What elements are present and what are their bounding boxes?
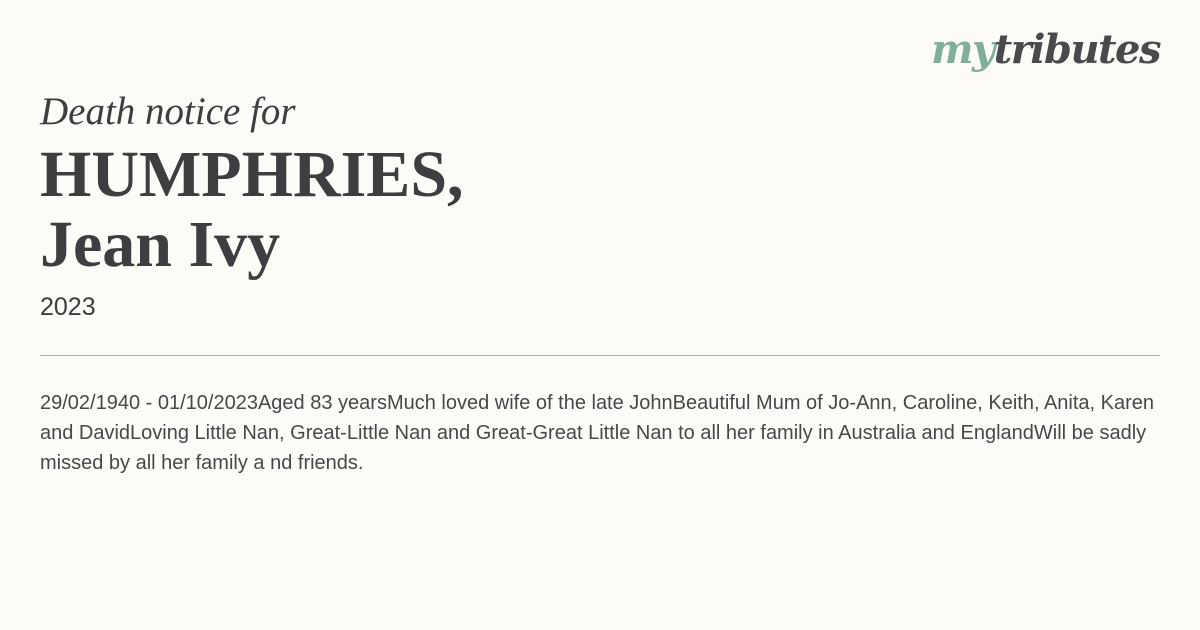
notice-text: 29/02/1940 - 01/10/2023Aged 83 yearsMuch loved wife of the late JohnBeautiful Mum of Jo-Ann, Caroline, Keith, Anita, Karen and DavidLoving Little Nan, Great-Little Nan and Great-Great Little Nan to all her family in Australia and EnglandWill be sadly missed by all her family a nd friends. <box>40 392 1155 474</box>
divider <box>40 355 1160 356</box>
deceased-name <box>40 140 464 280</box>
logo-prefix: my <box>931 26 994 73</box>
mytributes-logo[interactable] <box>931 26 1160 73</box>
notice-year: 2023 <box>40 293 96 321</box>
logo-suffix: tributes <box>993 26 1160 73</box>
deceased-given-names: Jean Ivy <box>40 208 281 281</box>
notice-intro: Death notice for <box>40 90 296 133</box>
deceased-surname: HUMPHRIES, <box>40 138 464 211</box>
